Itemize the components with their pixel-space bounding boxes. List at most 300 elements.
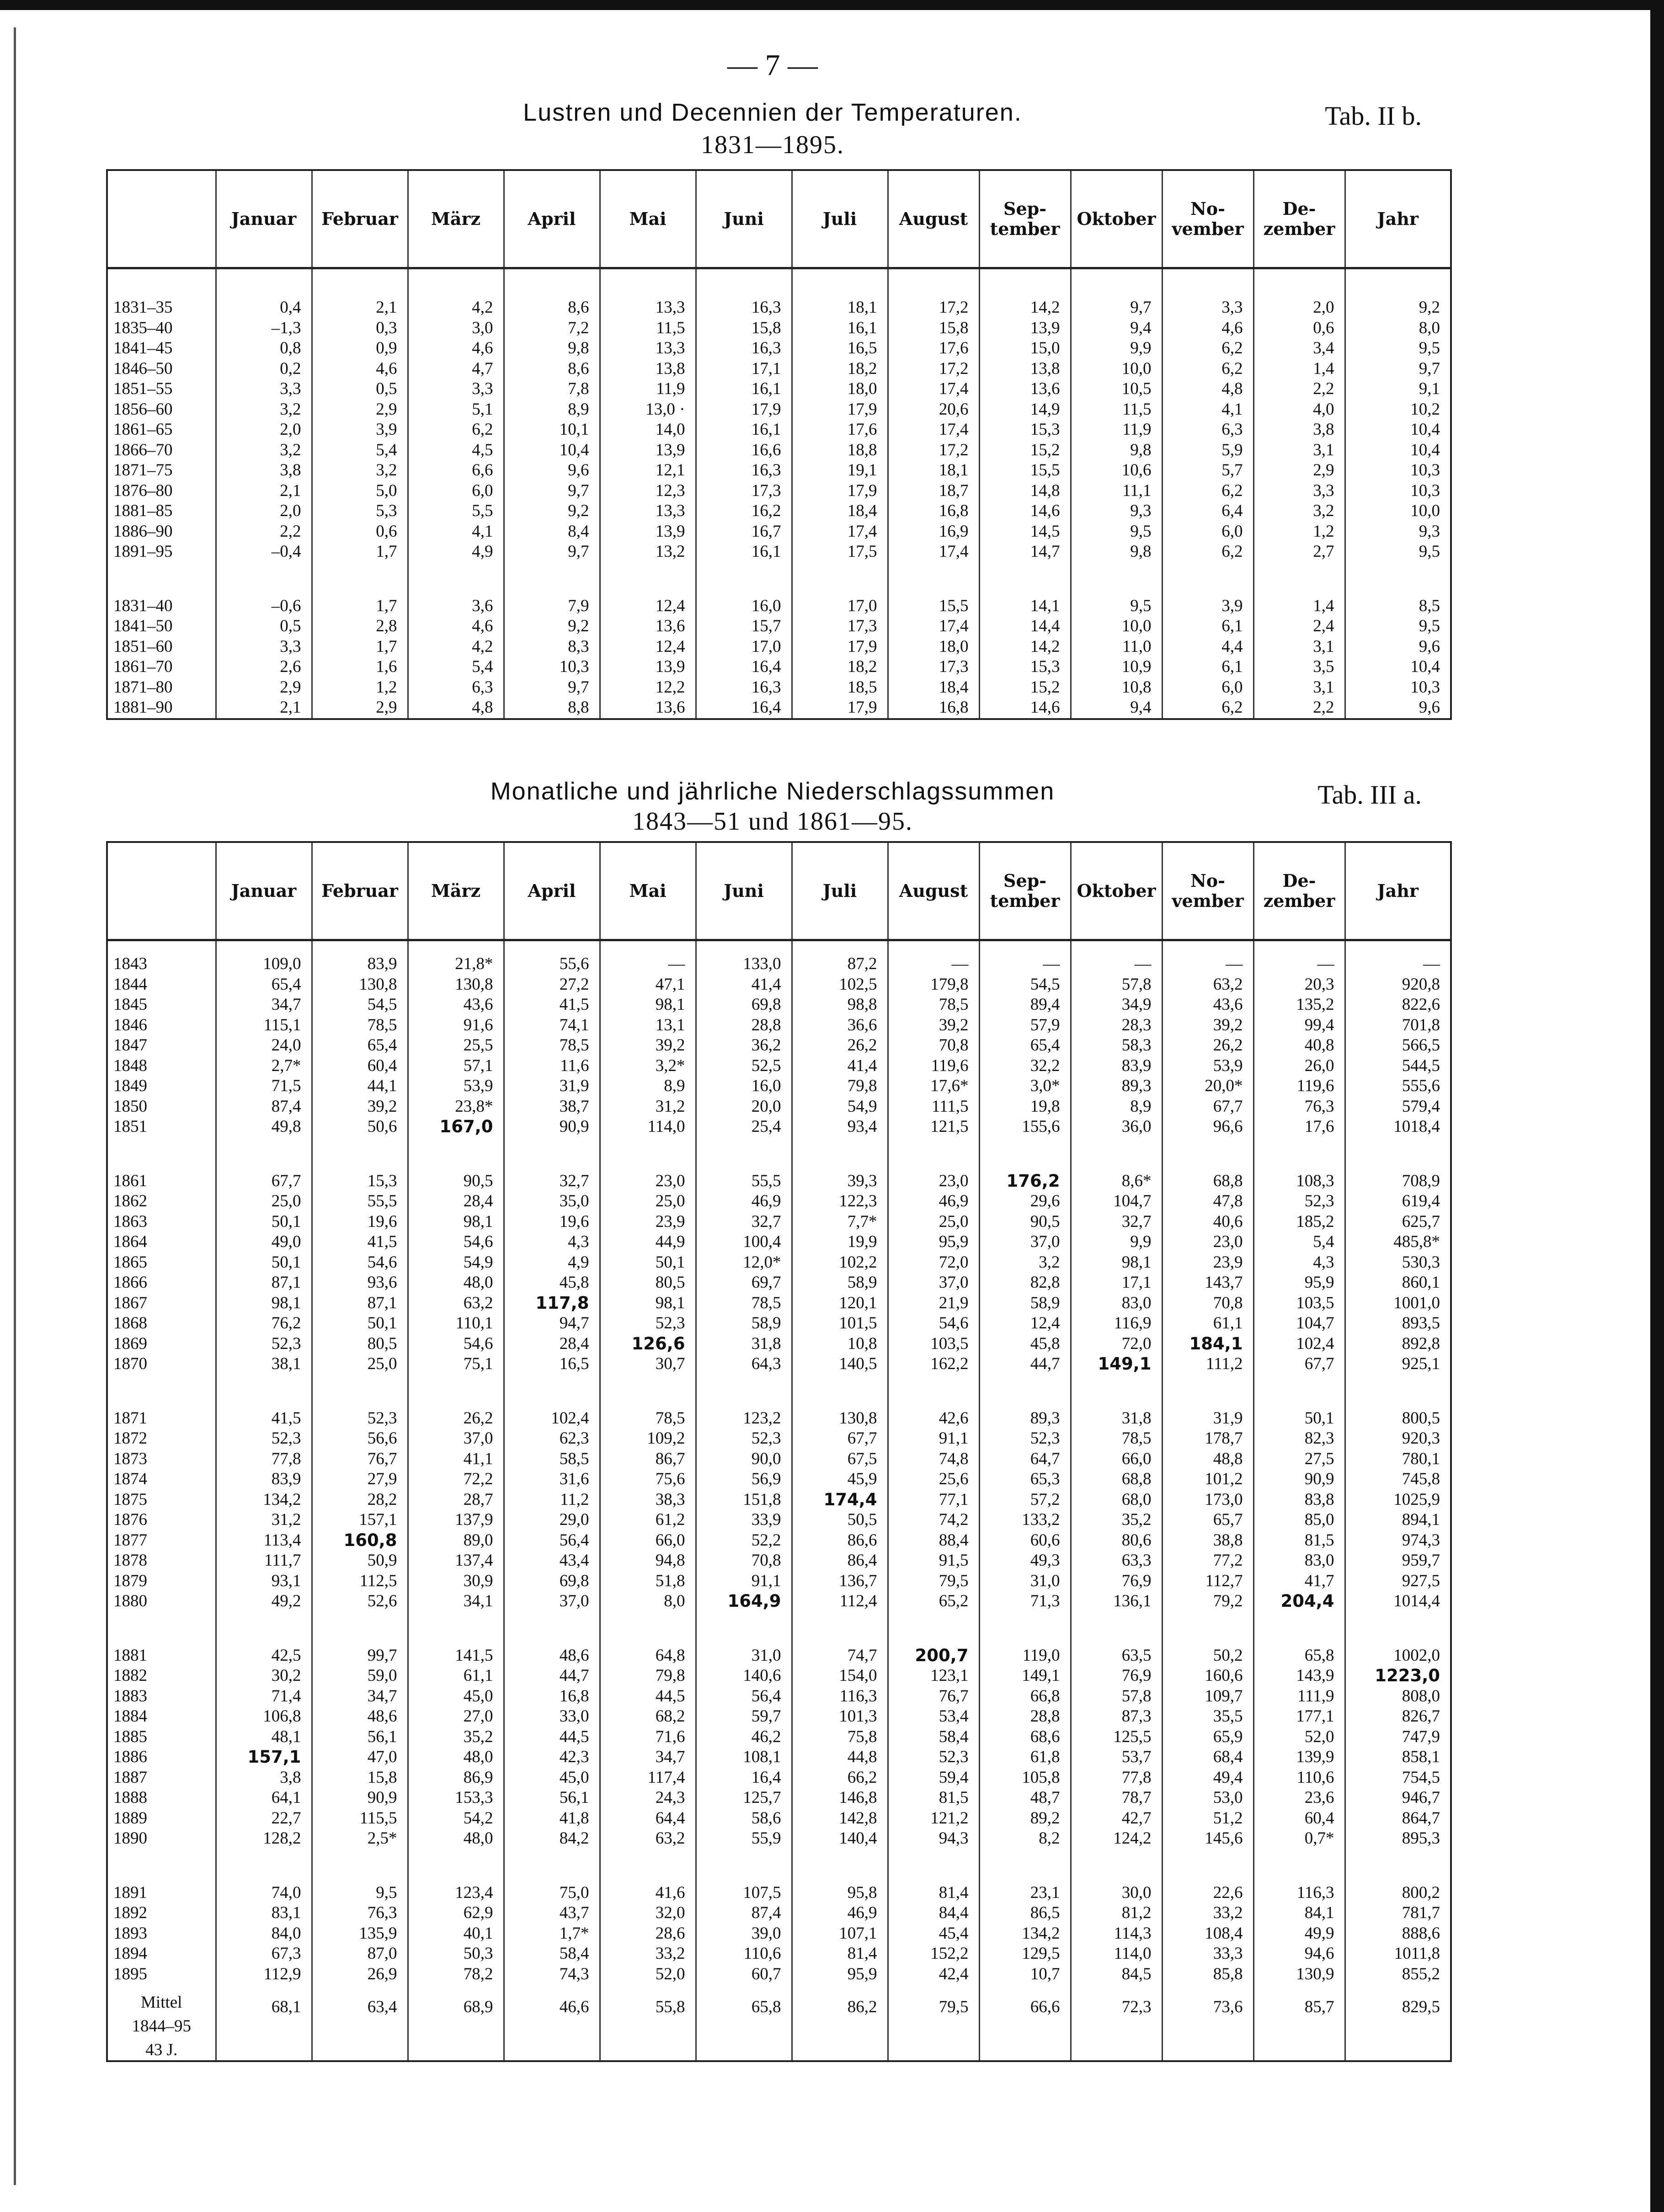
- table-cell: 89,3: [1121, 1077, 1152, 1095]
- table-cell: 2,0: [1313, 298, 1334, 317]
- group-spacer: [1254, 562, 1344, 596]
- table-cell: 800,2: [1402, 1883, 1440, 1902]
- group-spacer: [1254, 1612, 1344, 1646]
- table-cell: 36,2: [751, 1036, 781, 1055]
- table-cell: 9,4: [1130, 698, 1152, 717]
- table-cell: 68,6: [1030, 1727, 1060, 1746]
- column-header-juni: Juni: [696, 170, 792, 268]
- table-cell: 14,8: [1030, 481, 1060, 500]
- table-cell: 10,0: [1121, 617, 1152, 635]
- table-cell: 78,5: [367, 1015, 397, 1034]
- table-cell: 2,1: [280, 698, 301, 717]
- table-cell: 10,4: [1410, 440, 1440, 459]
- row-year-label: 1850: [113, 1097, 147, 1116]
- table-cell: 45,0: [559, 1768, 589, 1787]
- table-cell: 112,7: [1205, 1571, 1243, 1590]
- table-cell: 10,4: [1410, 420, 1440, 439]
- table-cell: 0,6: [376, 522, 397, 541]
- group-spacer: [1163, 562, 1253, 596]
- row-year-label: 1843: [113, 954, 147, 973]
- group-spacer: [409, 1375, 503, 1408]
- table-cell: 38,1: [271, 1354, 301, 1373]
- table-cell: 137,4: [455, 1551, 493, 1570]
- table-cell: 6,2: [1221, 359, 1243, 378]
- table-cell: 10,3: [1410, 481, 1440, 500]
- row-year-label: 1869: [113, 1334, 147, 1353]
- column-maerz: [408, 940, 504, 2062]
- table-cell: 5,3: [376, 501, 397, 520]
- table-cell: 8,8: [568, 698, 589, 717]
- table-cell: 15,2: [1030, 677, 1060, 697]
- group-spacer: [980, 1849, 1070, 1883]
- column-dezember: [1253, 268, 1345, 719]
- table-cell: 34,7: [655, 1748, 685, 1766]
- table-2b-title: Lustren und Decennien der Temperaturen.: [523, 99, 1022, 126]
- table-cell: 49,0: [271, 1232, 301, 1251]
- table-cell: —: [1423, 954, 1440, 973]
- table-cell: 3,9: [1221, 596, 1243, 615]
- column-header-dezember: De- zember: [1253, 842, 1345, 940]
- table-cell: 52,3: [751, 1429, 781, 1448]
- group-spacer: [1346, 1375, 1451, 1408]
- table-cell: 54,6: [463, 1334, 493, 1353]
- table-cell: 63,5: [1121, 1646, 1152, 1665]
- table-cell: 116,3: [1296, 1883, 1334, 1902]
- mittel-value: 46,6: [559, 1998, 589, 2016]
- table-cell: 1,4: [1313, 359, 1334, 378]
- row-year-label: 1887: [113, 1768, 147, 1787]
- table-cell: 76,7: [939, 1686, 969, 1706]
- table-cell: 12,4: [1030, 1314, 1060, 1333]
- group-spacer: [409, 1849, 503, 1883]
- table-cell: 530,3: [1402, 1253, 1440, 1272]
- table-cell: 139,9: [1296, 1748, 1334, 1766]
- row-year-label: 1876–80: [113, 481, 173, 500]
- group-spacer: [108, 1375, 215, 1408]
- table-cell: 63,2: [655, 1829, 685, 1848]
- table-cell: 77,1: [939, 1490, 969, 1509]
- table-cell: 149,1: [1022, 1666, 1060, 1685]
- table-cell: 16,9: [939, 522, 969, 541]
- table-cell: 98,1: [271, 1293, 301, 1312]
- table-cell: 23,6: [1304, 1788, 1334, 1807]
- table-cell: 822,6: [1402, 995, 1440, 1014]
- table-cell: 8,9: [1130, 1097, 1152, 1116]
- table-cell: 17,4: [847, 522, 877, 541]
- group-spacer: [409, 562, 503, 596]
- table-cell: 80,6: [1121, 1530, 1152, 1550]
- table-cell: 3,3: [280, 379, 301, 398]
- table-cell: 91,1: [939, 1429, 969, 1448]
- table-cell: 9,3: [1130, 501, 1152, 520]
- table-cell: 16,8: [559, 1686, 589, 1706]
- group-spacer: [697, 1137, 791, 1171]
- table-cell: 87,4: [271, 1097, 301, 1116]
- table-cell: 14,5: [1030, 522, 1060, 541]
- table-cell: 116,9: [1114, 1314, 1152, 1333]
- table-cell: 0,4: [280, 298, 301, 317]
- table-cell: 19,6: [367, 1212, 397, 1231]
- table-cell: 108,1: [743, 1748, 781, 1766]
- table-cell: 24,0: [271, 1036, 301, 1055]
- table-cell: 101,3: [839, 1707, 877, 1726]
- table-cell: 9,2: [568, 501, 589, 520]
- table-cell: 51,2: [1213, 1808, 1243, 1828]
- table-cell: 48,1: [271, 1727, 301, 1746]
- table-cell: —: [1134, 954, 1152, 973]
- table-cell: 53,4: [939, 1707, 969, 1726]
- group-spacer: [505, 1375, 599, 1408]
- table-cell: 46,9: [847, 1903, 877, 1922]
- table-cell: 65,2: [939, 1592, 969, 1610]
- table-cell: 9,6: [568, 461, 589, 480]
- table-cell: 9,8: [568, 339, 589, 357]
- table-cell: 0,5: [376, 379, 397, 398]
- group-spacer: [1163, 1984, 1253, 1989]
- table-cell: 31,8: [751, 1334, 781, 1353]
- table-cell: 140,6: [743, 1666, 781, 1685]
- table-cell: 3,8: [1313, 420, 1334, 439]
- table-cell: 16,8: [939, 698, 969, 717]
- table-cell: 173,0: [1205, 1490, 1243, 1509]
- table-cell: 2,2: [1313, 698, 1334, 717]
- table-cell: 23,0: [655, 1171, 685, 1190]
- group-spacer: [1163, 1849, 1253, 1883]
- table-cell: 17,2: [939, 298, 969, 317]
- table-cell: 4,6: [376, 359, 397, 378]
- column-februar: [312, 268, 408, 719]
- table-cell: 5,1: [472, 400, 493, 419]
- table-cell: 60,4: [367, 1056, 397, 1075]
- table-cell: 76,7: [367, 1449, 397, 1468]
- table-cell-maximum: 160,8: [343, 1530, 397, 1550]
- table-cell: 17,0: [847, 596, 877, 615]
- table-cell: 19,6: [559, 1212, 589, 1231]
- column-januar: [216, 268, 312, 719]
- row-year-label: 1891–95: [113, 542, 173, 561]
- table-cell-maximum: 1223,0: [1375, 1666, 1440, 1685]
- table-cell: 60,4: [1304, 1808, 1334, 1828]
- group-spacer: [1254, 1849, 1344, 1883]
- mittel-value: 68,9: [463, 1998, 493, 2016]
- table-cell: 17,3: [751, 481, 781, 500]
- table-cell: 52,0: [655, 1964, 685, 1983]
- table-cell: 7,9: [568, 596, 589, 615]
- table-cell: —: [1043, 954, 1060, 973]
- group-spacer: [108, 1137, 215, 1171]
- column-header-januar: Januar: [216, 842, 312, 940]
- table-cell: 9,8: [1130, 542, 1152, 561]
- table-cell: 826,7: [1402, 1707, 1440, 1726]
- table-cell: 6,3: [1221, 420, 1243, 439]
- table-cell: 855,2: [1402, 1964, 1440, 1983]
- table-cell: 140,4: [839, 1829, 877, 1848]
- column-juni: [696, 940, 792, 2062]
- row-year-label: 1892: [113, 1903, 147, 1922]
- table-cell: 2,2: [280, 522, 301, 541]
- column-header-mai: Mai: [600, 842, 696, 940]
- group-spacer: [1072, 1612, 1162, 1646]
- table-cell: 41,5: [271, 1408, 301, 1428]
- table-cell: 77,8: [1121, 1768, 1152, 1787]
- table-cell: 74,3: [559, 1964, 589, 1983]
- table-cell: 58,9: [751, 1314, 781, 1333]
- table-cell: 117,4: [647, 1768, 685, 1787]
- table-cell: 71,5: [271, 1077, 301, 1095]
- table-cell: 17,4: [939, 420, 969, 439]
- table-cell: 110,1: [455, 1314, 493, 1333]
- row-year-label: 1848: [113, 1056, 147, 1075]
- table-cell-maximum: 157,1: [247, 1747, 301, 1767]
- table-cell: 1,2: [376, 677, 397, 697]
- table-cell: 1,7: [376, 596, 397, 615]
- table-cell: 3,1: [1313, 677, 1334, 697]
- table-cell: 133,0: [743, 954, 781, 973]
- column-header-juni: Juni: [696, 842, 792, 940]
- table-cell: 895,3: [1402, 1829, 1440, 1848]
- row-year-label: 1889: [113, 1808, 147, 1828]
- table-cell: 4,2: [472, 298, 493, 317]
- table-cell: 50,5: [847, 1510, 877, 1529]
- table-cell: 50,3: [463, 1944, 493, 1963]
- table-cell: 48,6: [559, 1646, 589, 1665]
- table-cell: 8,9: [664, 1077, 685, 1095]
- table-cell: 46,9: [751, 1192, 781, 1210]
- table-cell: 31,8: [1121, 1408, 1152, 1428]
- table-cell: 4,4: [1221, 637, 1243, 656]
- table-cell: 74,2: [939, 1510, 969, 1529]
- table-cell: 93,6: [367, 1273, 397, 1292]
- group-spacer: [793, 1849, 887, 1883]
- column-januar: [216, 940, 312, 2062]
- group-spacer: [980, 1137, 1070, 1171]
- row-year-label: 1878: [113, 1551, 147, 1570]
- table-cell: 35,2: [463, 1727, 493, 1746]
- table-cell: 1,7*: [559, 1924, 589, 1943]
- row-year-label: 1845: [113, 995, 147, 1014]
- column-header-year: [107, 842, 216, 940]
- table-cell: 858,1: [1402, 1748, 1440, 1766]
- table-cell: 153,3: [455, 1788, 493, 1807]
- table-cell: 16,6: [751, 440, 781, 459]
- group-spacer: [217, 1849, 311, 1883]
- table-cell: 3,9: [376, 420, 397, 439]
- table-cell: 53,7: [1121, 1748, 1152, 1766]
- table-cell: 4,7: [472, 359, 493, 378]
- table-cell: 11,6: [560, 1056, 589, 1075]
- table-cell: 95,9: [939, 1232, 969, 1251]
- table-cell: 37,0: [559, 1592, 589, 1610]
- table-cell: 44,7: [1030, 1354, 1060, 1373]
- column-header-januar: Januar: [216, 170, 312, 268]
- table-cell: 86,9: [463, 1768, 493, 1787]
- group-spacer: [1163, 1137, 1253, 1171]
- table-cell: 17,1: [751, 359, 781, 378]
- table-cell: 101,5: [839, 1314, 877, 1333]
- column-april: [504, 268, 600, 719]
- table-cell: 10,8: [847, 1334, 877, 1353]
- table-cell-maximum: 149,1: [1098, 1354, 1152, 1374]
- table-cell: 50,1: [1304, 1408, 1334, 1428]
- group-spacer: [1163, 1612, 1253, 1646]
- table-cell: 28,8: [751, 1015, 781, 1034]
- group-spacer: [601, 1375, 695, 1408]
- table-cell: 90,5: [1030, 1212, 1060, 1231]
- table-cell: 32,7: [751, 1212, 781, 1231]
- table-cell: 81,2: [1121, 1903, 1152, 1922]
- table-cell: 52,0: [1304, 1727, 1334, 1746]
- table-cell: 83,9: [367, 954, 397, 973]
- table-cell: 13,2: [655, 542, 685, 561]
- table-cell: 800,5: [1402, 1408, 1440, 1428]
- table-cell: 77,8: [271, 1449, 301, 1468]
- table-cell: 71,6: [655, 1727, 685, 1746]
- table-cell: 112,4: [839, 1592, 877, 1610]
- row-year-label: 1883: [113, 1686, 147, 1706]
- table-cell: 35,0: [559, 1192, 589, 1210]
- table-cell: 119,6: [1296, 1077, 1334, 1095]
- table-cell: 23,0: [939, 1171, 969, 1190]
- table-cell: 13,3: [655, 339, 685, 357]
- table-cell: 106,8: [263, 1707, 301, 1726]
- table-cell: 84,4: [939, 1903, 969, 1922]
- row-year-label: 1851: [113, 1117, 147, 1136]
- table-cell: 155,6: [1022, 1117, 1060, 1136]
- table-cell: 9,3: [1419, 522, 1440, 541]
- table-cell: 48,0: [463, 1273, 493, 1292]
- table-cell: 2,5*: [367, 1829, 397, 1848]
- table-cell: 31,9: [1213, 1408, 1243, 1428]
- table-cell: 18,0: [847, 379, 877, 398]
- row-year-label: 1841–45: [113, 339, 173, 357]
- table-cell: 44,5: [559, 1727, 589, 1746]
- table-cell: 67,7: [1213, 1097, 1243, 1116]
- table-cell: 10,9: [1121, 657, 1152, 676]
- table-cell: 747,9: [1402, 1727, 1440, 1746]
- group-spacer: [1072, 1375, 1162, 1408]
- table-cell: 17,2: [939, 359, 969, 378]
- table-cell: 11,1: [1122, 481, 1152, 500]
- table-cell: 17,9: [751, 400, 781, 419]
- row-year-label: 1881–85: [113, 501, 173, 520]
- table-cell: 26,9: [367, 1964, 397, 1983]
- table-cell: 54,2: [463, 1808, 493, 1828]
- table-cell: 13,3: [655, 298, 685, 317]
- table-cell: 185,2: [1296, 1212, 1334, 1231]
- row-year-label: 1890: [113, 1829, 147, 1848]
- table-cell: 39,2: [939, 1015, 969, 1034]
- table-cell: 108,3: [1296, 1171, 1334, 1190]
- row-year-label: 1844: [113, 975, 147, 994]
- table-cell: 1,6: [376, 657, 397, 676]
- table-cell: 35,5: [1213, 1707, 1243, 1726]
- table-cell: 55,5: [751, 1171, 781, 1190]
- table-cell: 8,0: [1419, 318, 1440, 337]
- table-cell: —: [668, 954, 685, 973]
- table-cell: 33,9: [751, 1510, 781, 1529]
- table-cell: 135,2: [1296, 995, 1334, 1014]
- row-year-label: 1866: [113, 1273, 147, 1292]
- table-cell: 15,8: [367, 1768, 397, 1787]
- row-year-label: 1894: [113, 1944, 147, 1963]
- table-cell: 2,1: [376, 298, 397, 317]
- table-cell: 754,5: [1402, 1768, 1440, 1787]
- table-cell: 58,3: [1121, 1036, 1152, 1055]
- table-cell: 94,6: [1304, 1944, 1334, 1963]
- table-cell: 6,2: [1221, 698, 1243, 717]
- table-cell: 128,2: [263, 1829, 301, 1848]
- table-cell: 82,3: [1304, 1429, 1334, 1448]
- table-cell: 57,8: [1121, 975, 1152, 994]
- table-cell: 178,7: [1205, 1429, 1243, 1448]
- column-april: [504, 940, 600, 2062]
- table-cell: 2,2: [1313, 379, 1334, 398]
- table-cell: 75,0: [559, 1883, 589, 1902]
- table-cell: 9,5: [1419, 617, 1440, 635]
- table-cell: 16,1: [751, 542, 781, 561]
- row-year-label: 1867: [113, 1293, 147, 1312]
- table-cell: 9,5: [376, 1883, 397, 1902]
- table-cell: 41,1: [463, 1449, 493, 1468]
- table-cell: 2,0: [280, 420, 301, 439]
- row-year-label: 1847: [113, 1036, 147, 1055]
- table-cell: 79,5: [939, 1571, 969, 1590]
- table-cell-maximum: 126,6: [631, 1333, 685, 1354]
- table-cell: 7,2: [568, 318, 589, 337]
- table-cell: 136,7: [839, 1571, 877, 1590]
- table-cell: 76,2: [271, 1314, 301, 1333]
- table-cell: 90,0: [751, 1449, 781, 1468]
- table-cell: 121,2: [930, 1808, 969, 1828]
- row-year-label: 1888: [113, 1788, 147, 1807]
- temperature-table: [106, 169, 1452, 720]
- table-cell: 31,9: [559, 1077, 589, 1095]
- table-cell: 87,1: [367, 1293, 397, 1312]
- table-cell: 17,9: [847, 698, 877, 717]
- table-cell: 9,5: [1130, 596, 1152, 615]
- table-cell: 9,7: [1130, 298, 1152, 317]
- table-cell: 946,7: [1402, 1788, 1440, 1807]
- table-cell: 9,1: [1419, 379, 1440, 398]
- table-cell: 44,7: [559, 1666, 589, 1685]
- group-spacer: [409, 1984, 503, 1989]
- table-cell: 2,7: [1313, 542, 1334, 561]
- table-cell: 65,8: [1304, 1646, 1334, 1665]
- table-cell: 72,0: [939, 1253, 969, 1272]
- mittel-value: 79,5: [939, 1998, 969, 2016]
- table-cell: 20,3: [1304, 975, 1334, 994]
- table-cell: —: [1317, 954, 1334, 973]
- table-cell: 25,5: [463, 1036, 493, 1055]
- column-august: [888, 268, 979, 719]
- table-cell: 16,5: [559, 1354, 589, 1373]
- table-cell: 53,9: [463, 1077, 493, 1095]
- group-spacer: [889, 1375, 979, 1408]
- table-cell: 4,6: [472, 339, 493, 357]
- table-cell: 68,2: [655, 1707, 685, 1726]
- table-cell: 1,7: [376, 637, 397, 656]
- table-cell: 0,9: [376, 339, 397, 357]
- table-cell: 25,0: [367, 1354, 397, 1373]
- table-cell: 9,6: [1419, 637, 1440, 656]
- table-cell: 16,4: [751, 657, 781, 676]
- table-cell: 86,6: [847, 1530, 877, 1550]
- table-cell: 10,1: [559, 420, 589, 439]
- table-cell: 39,3: [847, 1171, 877, 1190]
- table-cell: 25,0: [655, 1192, 685, 1210]
- table-cell: 37,0: [1030, 1232, 1060, 1251]
- table-cell: 13,9: [655, 440, 685, 459]
